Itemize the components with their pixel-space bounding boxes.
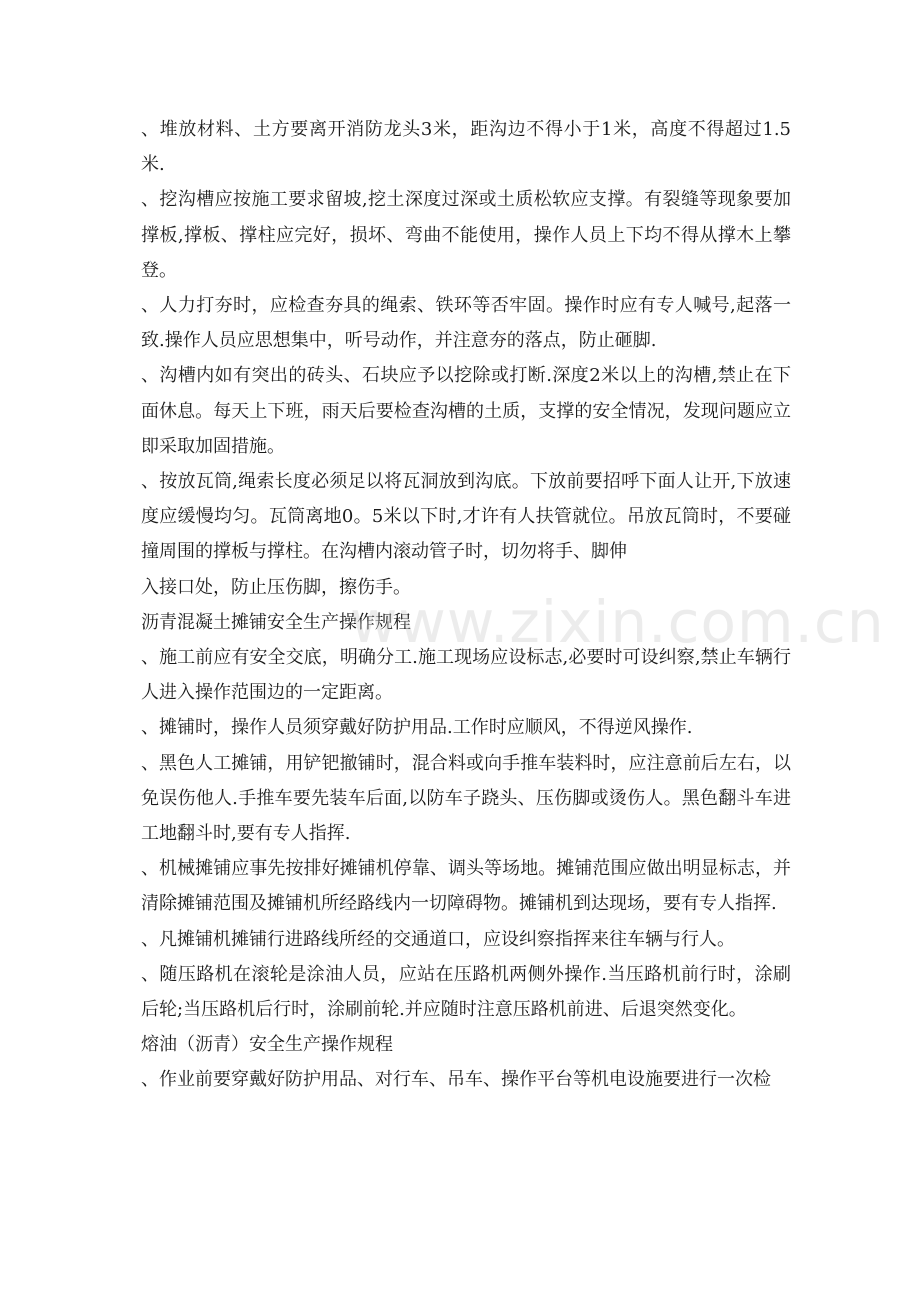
watermark: www.zixin.com.cn — [350, 588, 885, 656]
paragraph: 、人力打夯时，应检查夯具的绳索、铁环等否牢固。操作时应有专人喊号,起落一致.操作人员应思想集中，听号动作，并注意夯的落点，防止砸脚. — [141, 295, 791, 352]
section-heading: 熔油（沥青）安全生产操作规程 — [141, 1034, 393, 1056]
paragraph: 、摊铺时，操作人员须穿戴好防护用品.工作时应顺风，不得逆风操作. — [141, 717, 693, 739]
document-body — [141, 112, 791, 1098]
paragraph: 、作业前要穿戴好防护用品、对行车、吊车、操作平台等机电设施要进行一次检 — [141, 1069, 771, 1091]
paragraph: 、凡摊铺机摊铺行进路线所经的交通道口，应设纠察指挥来往车辆与行人。 — [141, 928, 735, 950]
paragraph: 、按放瓦筒,绳索长度必须足以将瓦洞放到沟底。下放前要招呼下面人让开,下放速度应缓慢均匀。瓦筒离地0。5米以下时,才许有人扶管就位。吊放瓦筒时，不要碰撞周围的撑板与撑柱。在沟槽内滚动管子时，切勿将手、脚伸 — [141, 471, 791, 563]
paragraph: 、机械摊铺应事先按排好摊铺机停靠、调头等场地。摊铺范围应做出明显标志，并清除摊铺范围及摊铺机所经路线内一切障碍物。摊铺机到达现场，要有专人指挥. — [141, 858, 791, 915]
paragraph: 、施工前应有安全交底，明确分工.施工现场应设标志,必要时可设纠察,禁止车辆行人进入操作范围边的一定距离。 — [141, 647, 791, 704]
paragraph: 、挖沟槽应按施工要求留坡,挖土深度过深或土质松软应支撑。有裂缝等现象要加撑板,撑板、撑柱应完好，损坏、弯曲不能使用，操作人员上下均不得从撑木上攀登。 — [141, 189, 791, 281]
paragraph: 入接口处，防止压伤脚，擦伤手。 — [141, 576, 411, 598]
paragraph: 、黑色人工摊铺，用铲钯撤铺时，混合料或向手推车装料时，应注意前后左右，以免误伤他人.手推车要先装车后面,以防车子跷头、压伤脚或烫伤人。黑色翻斗车进工地翻斗时,要有专人指挥. — [141, 752, 791, 845]
paragraph: 、沟槽内如有突出的砖头、石块应予以挖除或打断.深度2米以上的沟槽,禁止在下面休息。每天上下班，雨天后要检查沟槽的土质，支撑的安全情况，发现问题应立即采取加固措施。 — [141, 365, 791, 457]
section-heading: 沥青混凝土摊铺安全生产操作规程 — [141, 611, 411, 633]
paragraph: 、堆放材料、土方要离开消防龙头3米，距沟边不得小于1米，高度不得超过1.5米. — [141, 119, 791, 176]
paragraph: 、随压路机在滚轮是涂油人员，应站在压路机两侧外操作.当压路机前行时，涂刷后轮;当压路机后行时，涂刷前轮.并应随时注意压路机前进、后退突然变化。 — [141, 963, 791, 1021]
